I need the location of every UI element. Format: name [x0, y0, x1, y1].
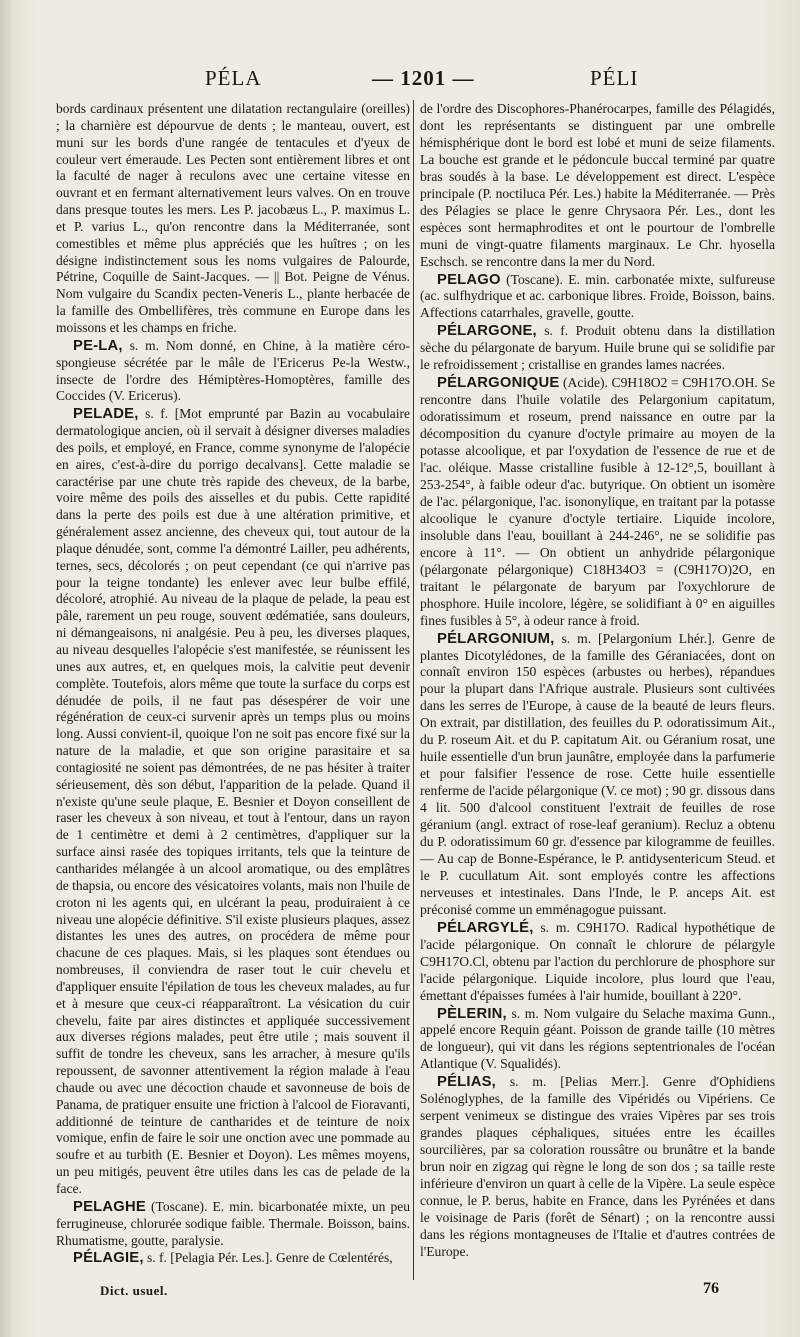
dictionary-entry	[420, 375, 775, 629]
dictionary-entry	[420, 1006, 775, 1074]
running-header	[0, 66, 800, 96]
column-divider	[413, 100, 414, 1280]
footer-sheet-number: 76	[703, 1280, 719, 1297]
entry-definition: s. m. Nom vulgaire du Selache maxima Gunn., appelé encore Requin géant. Poisson de grande taille (10 mètres de longueur), qui vit dans les régions septentrionales de l'océan Atlantique (V. Squalidés).	[420, 1005, 775, 1072]
dictionary-entry	[420, 920, 775, 1005]
dictionary-entry	[420, 631, 775, 919]
entry-definition: s. m. [Pelias Merr.]. Genre d'Ophidiens Solénoglyphes, de la famille des Vipéridés ou Vipériens. Ce serpent venimeux se distingue des vraies Vipères par ses trois grandes plaques céphaliques, situées entre les écailles sourcilières, par sa coloration roussâtre ou brunâtre et la bande brun noir en zigzag qui règne le long de son dos ; sa taille reste inférieure d'environ un quart à celle de la Vipère. La seule espèce connue, le P. berus, habite en France, dans les Pyrénées et dans le voisinage de Paris (forêt de Sénart) ; on la rencontre aussi dans les régions montagneuses de l'Italie et d'autres contrées de l'Europe.	[420, 1074, 776, 1259]
header-right-guideword: PÉLI	[590, 66, 639, 90]
entry-headword: PÉLARGONE,	[437, 323, 537, 340]
entry-headword: PELADE,	[73, 406, 139, 423]
left-column	[56, 101, 410, 1267]
dictionary-entry	[420, 323, 775, 374]
header-left-guideword: PÉLA	[205, 66, 262, 90]
entry-definition: s. m. Nom donné, en Chine, à la matière céro-spongieuse sécrétée par le mâle de l'Ericerus Pe-la Westw., insecte de l'ordre des Hémiptères-Homoptères, famille des Coccides (V. Ericerus).	[56, 337, 411, 404]
entry-definition: (Toscane). E. min. carbonatée mixte, sulfureuse (ac. sulfhydrique et ac. carbonique libres. Froide, Boisson, bains. Affections catarrhales, gravelle, goutte.	[420, 271, 775, 321]
entry-headword: PÉLIAS,	[437, 1074, 496, 1091]
dictionary-entry	[56, 406, 410, 1198]
dictionary-entry	[420, 272, 775, 323]
entry-headword: PÉLAGIE,	[73, 1250, 144, 1267]
page-number-header: — 1201 —	[372, 66, 475, 90]
continued-text: de l'ordre des Discophores-Phanérocarpes, famille des Pélagidés, dont les représentants se distinguent par une ombrelle hémisphérique dont le bord est lobé et muni de seize filaments. La bouche est grande et le pédoncule buccal terminé par quatre bras soudés à la base. Le développement est direct. L'espèce principale (P. noctiluca Pér. Les.) habite la Méditerranée. — Près des Pélagies se place le genre Chrysaora Pér. Les., dont les espèces sont hermaphrodites et ont le pourtour de l'ombrelle muni de vingt-quatre filaments marginaux. Le Chr. hyosella Eschsch. se rencontre dans la mer du Nord.	[420, 101, 775, 269]
entry-definition: s. f. [Pelagia Pér. Les.]. Genre de Cœlentérés,	[147, 1250, 393, 1266]
entry-headword: PÉLARGONIUM,	[437, 630, 555, 647]
dictionary-entry	[56, 338, 410, 405]
entry-headword: PELAGO	[437, 271, 501, 288]
right-column	[420, 101, 775, 1261]
entry-headword: PÉLARGYLÉ,	[437, 919, 534, 936]
entry-definition: s. m. C9H17O. Radical hypothétique de l'acide pélargonique. On connaît le chlorure de pélargyle C9H17O.Cl, obtenu par l'action du perchlorure de phosphore sur l'acide pélargonique. Liquide incolore, plus lourd que l'eau, émettant d'épaisses fumées à l'air humide, bouillant à 220°.	[420, 919, 775, 1003]
entry-definition: (Toscane). E. min. bicarbonatée mixte, un peu ferrugineuse, chlorurée sodique faible. Thermale. Boisson, bains. Rhumatisme, goutte, paralysie.	[56, 1198, 411, 1248]
entry-headword: PÉLARGONIQUE	[437, 375, 560, 392]
entry-definition: (Acide). C9H18O2 = C9H17O.OH. Se rencontre dans l'huile volatile des Pelargonium capitatum, odoratissimum et roseum, prend naissance en outre par la décomposition du cyanure d'octyle primaire au moyen de la potasse alcoolique, et par l'oxydation de l'essence de rue et de l'ac. oléique. Masse cristalline fusible à 12-12°,5, bouillant à 253-254°, à faible odeur d'ac. butyrique. On obtient un isomère de l'ac. pélargonique, l'ac. isononylique, en traitant par la potasse alcoolique le cyanure d'octyle tertiaire. Liquide incolore, insoluble dans l'eau, bouillant à 244-246°, ne se solidifie pas encore à 11°. — On obtient un anhydride pélargonique (pélargonate pélargonique) C18H34O3 = (C9H17O)2O, en traitant le pélargonate de baryum par l'oxychlorure de phosphore. Huile incolore, légère, se solidifiant à 0° en aiguilles fines fusibles à 5°, à odeur rance à froid.	[420, 375, 775, 628]
dictionary-entry	[56, 1250, 410, 1267]
continued-text: bords cardinaux présentent une dilatation rectangulaire (oreilles) ; la charnière est dépourvue de dents ; le manteau, ouvert, est muni sur les bords d'une rangée de tentacules et d'yeux de couleur vert émeraude. Les Pecten sont entièrement libres et ont la faculté de nager à reculons avec une certaine vitesse en ouvrant et en fermant alternativement leurs valves. On en trouve dans presque toutes les mers. Les P. jacobæus L., P. maximus L. et P. varius L., qu'on rencontre dans la Méditerranée, sont comestibles et même plus appréciés que les huîtres ; on les désigne indistinctement sous les noms vulgaires de Palourde, Pétrine, Coquille de Saint-Jacques. — || Bot. Peigne de Vénus. Nom vulgaire du Scandix pecten-Veneris L., plante herbacée de la famille des Ombellifères, très commune en Europe dans les moissons et les champs en friche.	[56, 101, 410, 335]
footer-signature: Dict. usuel.	[100, 1283, 168, 1298]
entry-headword: PELAGHE	[73, 1198, 146, 1215]
entry-headword: PE-LA,	[73, 337, 123, 354]
entry-headword: PÈLERIN,	[437, 1005, 507, 1022]
dictionary-entry	[56, 1199, 410, 1250]
entry-definition: s. f. Produit obtenu dans la distillation sèche du pélargonate de baryum. Huile brune qui se solidifie par le refroidissement ; cristallise en grandes lames nacrées.	[420, 323, 775, 373]
dictionary-entry	[420, 1074, 775, 1260]
entry-definition: s. f. [Mot emprunté par Bazin au vocabulaire dermatologique ancien, où il servait à désigner diverses maladies des poils, et employé, en France, comme synonyme de l'alopécie en aires, c'est-à-dire du porrigo decalvans]. Cette maladie se caractérise par une chute très rapide des cheveux, de la barbe, voire même des poils des aisselles et du pubis. Cette rapidité dans la perte des poils est due à une altération primitive, et généralement assez ancienne, des cheveux qui, tout autour de la plaque dénudée, sont, comme l'a démontré Lailler, peu adhérents, ternes, secs, décolorés ; on peut cependant (ce qui n'arrive pas pour la teigne tondante) les enlever avec leur bulbe effilé, décoloré, atrophié. Au niveau de la plaque de pelade, la peau est pâle, rarement un peu rouge, souvent œdématiée, sans douleurs, ni démangeaisons, ni analgésie. Peu à peu, les diverses plaques, au niveau desquelles l'alopécie s'est manifestée, se réunissent les unes aux autres, et, en quelques mois, la calvitie peut devenir complète. Toutefois, alors même que toute la surface du corps est dénudée de poils, il ne faut pas désespérer de voir une régénération de ceux-ci survenir après un temps plus ou moins long. Aussi convient-il, quoique l'on ne soit pas encore fixé sur la nature de la maladie, et que son origine parasitaire et sa contagiosité ne soient pas démontrées, de ne pas hésiter à traiter sérieusement, dès son début, l'apparition de la pelade. Quand il n'existe qu'une seule plaque, E. Besnier et Doyon conseillent de raser les cheveux à son niveau, et tout à l'entour, dans un rayon de 1 centimètre et demi à 2 centimètres, d'appliquer sur la surface ainsi rasée des topiques irritants, tels que la teinture de cantharides mélangée à un alcool aromatique, ou des emplâtres de thapsia, ou encore des vésicatoires volants, mais non l'huile de croton ni les agents qui, en ulcérant la peau, produiraient à ce niveau une alopécie définitive. S'il existe plusieurs plaques, assez distantes les unes des autres, on procédera de même pour chacune de ces plaques. Mais, si les plaques sont étendues ou nombreuses, il conviendra de raser tout le cuir chevelu et d'appliquer ensuite l'épilation de tous les cheveux malades, au fur et à mesure que ceux-ci réapparaîtront. La vésication du cuir chevelu, faite par aires distinctes et appliquée successivement aux diverses régions malades, peut être utile ; mais souvent il suffit de tondre les cheveux, sans les arracher, à mesure qu'ils repoussent, de savonner attentivement la région malade à l'eau chaude ou avec une décoction chaude et savonneuse de bois de Panama, de pratiquer ensuite une friction à l'alcool de Fioravanti, additionné de teinture de cantharides et de teinture de noix vomique, enfin de faire le soir une onction avec une pommade au soufre et au turbith (E. Besnier et Doyon). Les mêmes moyens, un peu mitigés, peuvent être utiles dans les cas de pelade de la face.	[56, 406, 411, 1196]
entry-definition: s. m. [Pelargonium Lhér.]. Genre de plantes Dicotylédones, de la famille des Géraniacées, dont on connaît environ 150 espèces (arbustes ou herbes), répandues pour la plupart dans l'Afrique australe. Plusieurs sont cultivées dans les serres de l'Europe, à cause de la beauté de leurs fleurs. On extrait, par distillation, des feuilles du P. odoratissimum Ait., du P. roseum Ait. et du P. capitatum Ait. ou Géranium rosat, une huile essentielle d'un brun jaunâtre, employée dans la parfumerie et pour falsifier l'essence de rose. Cette huile essentielle renferme de l'acide pélargonique (V. ce mot) ; 90 gr. dissous dans 4 lit. 500 d'alcool constituent l'extrait de feuilles de rose géranium (angl. extract of rose-leaf geranium). Recluz a obtenu du P. odoratissimum 60 gr. d'essence par kilogramme de feuilles. — Au cap de Bonne-Espérance, le P. antidysentericum Steud. et le P. cucullatum Ait. sont employés contre les affections nerveuses et intestinales. Dans l'Inde, le P. anceps Ait. est préconisé comme un emménagogue puissant.	[420, 630, 775, 917]
